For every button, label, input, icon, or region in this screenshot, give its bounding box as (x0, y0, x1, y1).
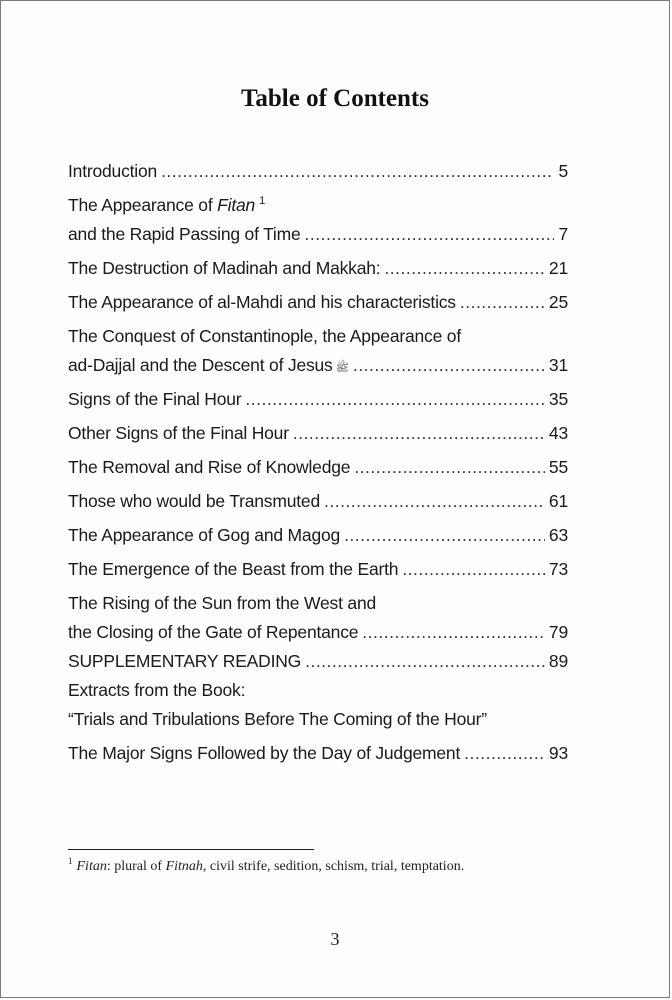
toc-entry-extracts-line1[interactable] (68, 676, 568, 705)
toc-entry-beast[interactable] (68, 555, 568, 584)
dot-leader (324, 487, 545, 516)
footnote-term2: Fitnah (165, 859, 203, 874)
toc-entry-label: The Conquest of Constantinople, the Appearance of (68, 326, 461, 346)
honorific-glyph-icon: ﷺ (335, 362, 349, 374)
toc-entry-label: SUPPLEMENTARY READING (68, 651, 302, 671)
toc-entry-page: 7 (558, 224, 568, 244)
page-number: 3 (330, 929, 340, 949)
toc-entry-fitan-line1[interactable] (68, 191, 568, 220)
dot-leader (460, 288, 545, 317)
dot-leader (245, 385, 545, 414)
toc-entry-knowledge[interactable] (68, 453, 568, 482)
toc-entry-page: 43 (548, 423, 568, 443)
page-title: Table of Contents (241, 85, 429, 112)
toc-entry-label: The Removal and Rise of Knowledge (68, 457, 351, 477)
toc-entry-label: “Trials and Tribulations Before The Coming of the Hour” (68, 709, 487, 729)
dot-leader (305, 647, 545, 676)
toc-entry-supplementary[interactable] (68, 647, 568, 676)
toc-entry-label: Other Signs of the Final Hour (68, 423, 289, 443)
toc-entry-sun-line2[interactable] (68, 618, 568, 647)
table-of-contents (68, 157, 568, 768)
toc-entry-conquest-line2[interactable] (68, 351, 568, 380)
toc-entry-label: The Emergence of the Beast from the Earth (68, 559, 399, 579)
toc-entry-page: 35 (548, 389, 568, 409)
italic-term: Fitan (217, 195, 256, 215)
toc-entry-label: The Rising of the Sun from the West and (68, 593, 377, 613)
toc-entry-label: The Appearance of al-Mahdi and his characteristics (68, 292, 456, 312)
dot-leader (402, 555, 545, 584)
toc-entry-fitan-line2[interactable] (68, 220, 568, 249)
dot-leader (305, 220, 555, 249)
toc-entry-other-signs[interactable] (68, 419, 568, 448)
toc-entry-gog-magog[interactable] (68, 521, 568, 550)
toc-entry-extracts-line2[interactable] (68, 705, 568, 734)
footnote-marker: 1 (68, 856, 73, 867)
toc-entry-page: 5 (558, 161, 568, 181)
toc-entry-page: 93 (548, 743, 568, 763)
toc-entry-label: Signs of the Final Hour (68, 389, 242, 409)
toc-entry-conquest-line1[interactable] (68, 322, 568, 351)
dot-leader (384, 254, 544, 283)
toc-entry-page: 73 (548, 559, 568, 579)
footnote-divider (68, 849, 314, 850)
toc-entry-label: Those who would be Transmuted (68, 491, 320, 511)
toc-entry-label: Introduction (68, 161, 158, 181)
footnote-text: : plural of (106, 859, 166, 874)
toc-entry-page: 25 (548, 292, 568, 312)
dot-leader (354, 453, 545, 482)
dot-leader (344, 521, 545, 550)
dot-leader (362, 618, 545, 647)
toc-entry-page: 63 (548, 525, 568, 545)
toc-entry-page: 79 (548, 622, 568, 642)
toc-entry-label: the Closing of the Gate of Repentance (68, 622, 359, 642)
toc-entry-sun-line1[interactable] (68, 589, 568, 618)
dot-leader (464, 739, 545, 768)
toc-entry-signs[interactable] (68, 385, 568, 414)
footnote-text: , civil strife, sedition, schism, trial, temptation. (202, 859, 465, 874)
toc-entry-introduction[interactable] (68, 157, 568, 186)
toc-entry-label: The Destruction of Madinah and Makkah: (68, 258, 381, 278)
toc-entry-major-signs[interactable] (68, 739, 568, 768)
footnote-term: Fitan (76, 859, 107, 874)
toc-entry-label: ad-Dajjal and the Descent of Jesus ﷺ (68, 355, 349, 375)
toc-entry-page: 61 (548, 491, 568, 511)
toc-entry-page: 89 (548, 651, 568, 671)
footnote-ref[interactable]: 1 (259, 195, 265, 208)
dot-leader (293, 419, 545, 448)
toc-entry-page: 21 (548, 258, 568, 278)
toc-entry-destruction[interactable] (68, 254, 568, 283)
toc-entry-transmuted[interactable] (68, 487, 568, 516)
toc-entry-label: The Major Signs Followed by the Day of Judgement (68, 743, 461, 763)
toc-entry-label: The Appearance of Gog and Magog (68, 525, 341, 545)
toc-entry-page: 55 (548, 457, 568, 477)
toc-entry-label: Extracts from the Book: (68, 680, 246, 700)
toc-entry-mahdi[interactable] (68, 288, 568, 317)
toc-entry-label: and the Rapid Passing of Time (68, 224, 301, 244)
dot-leader (353, 351, 545, 380)
dot-leader (161, 157, 554, 186)
footnote (68, 856, 588, 875)
toc-entry-label: The Appearance of Fitan $^1$ (68, 195, 265, 215)
toc-entry-page: 31 (548, 355, 568, 375)
